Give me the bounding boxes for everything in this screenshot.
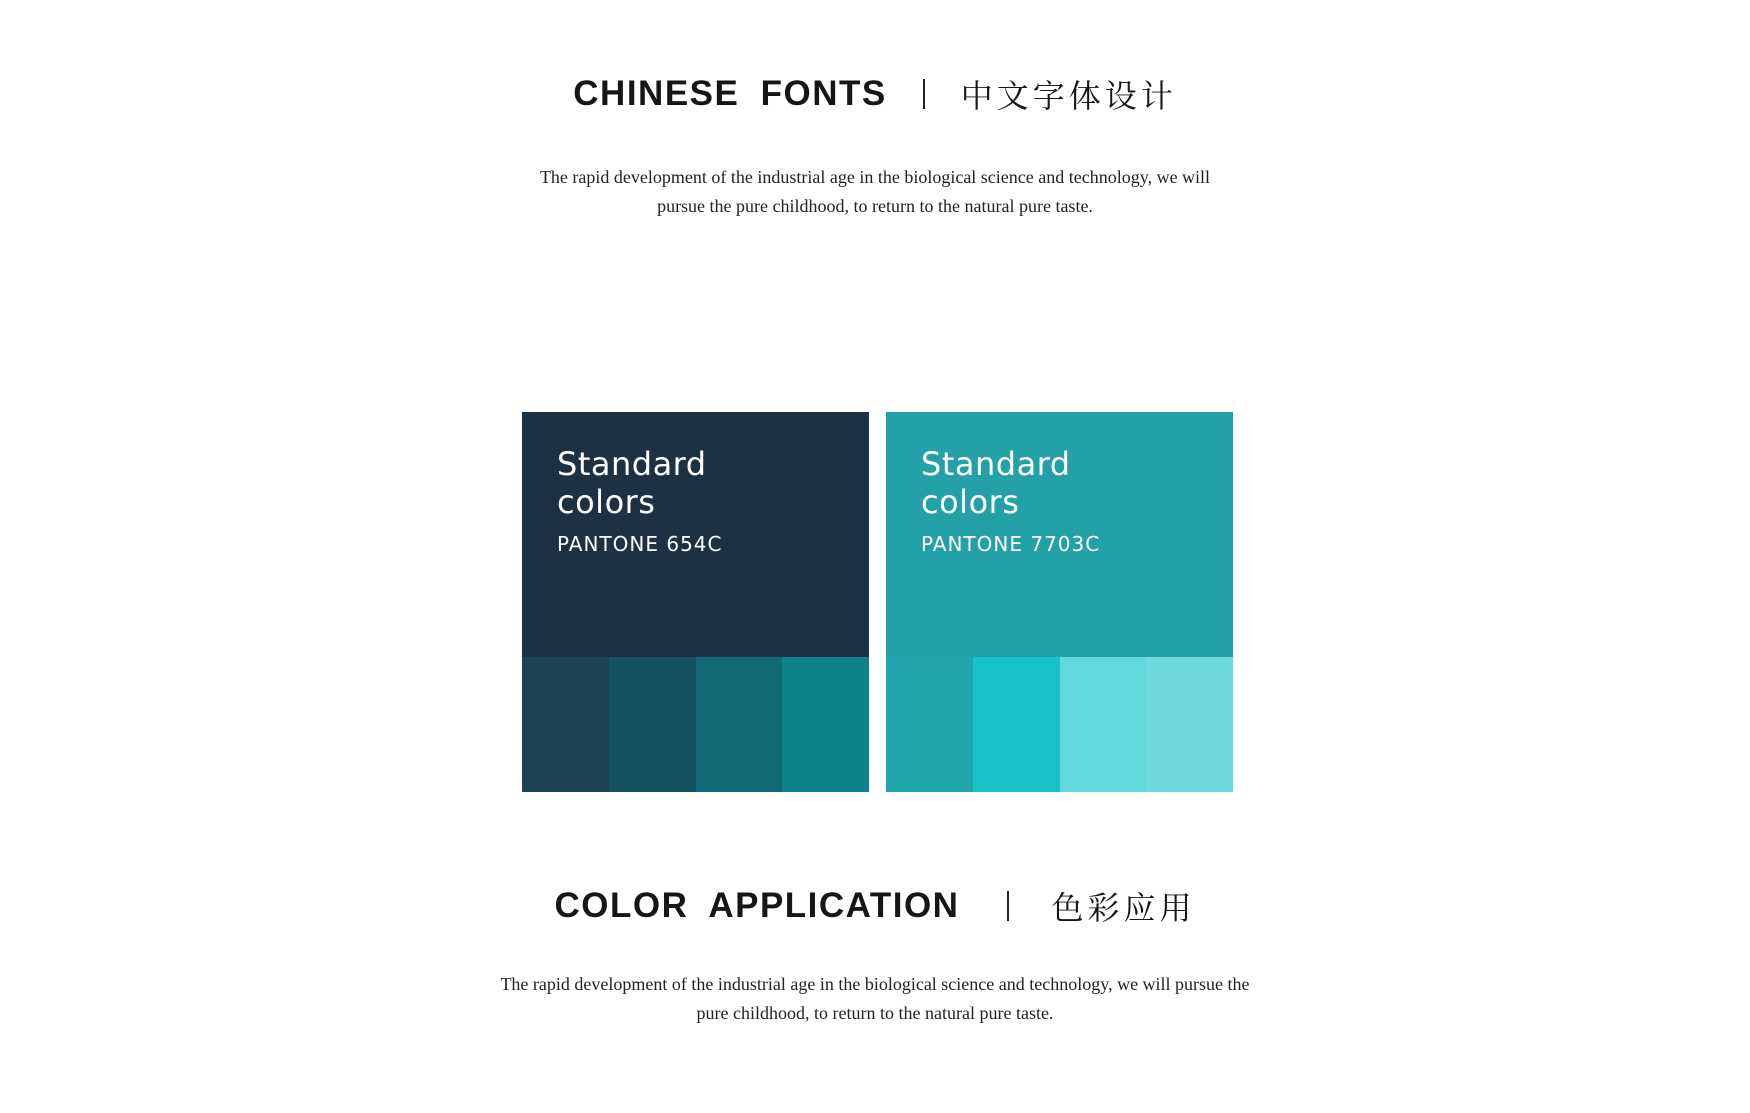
- heading-divider: [1007, 891, 1009, 921]
- heading-chinese: 中文字体设计: [960, 77, 1177, 115]
- description-line: pure childhood, to return to the natural pure taste.: [696, 1003, 1054, 1023]
- heading-chinese: 色彩应用: [1051, 889, 1196, 927]
- color-swatch: [522, 657, 609, 792]
- description-line: pursue the pure childhood, to return to the natural pure taste.: [657, 196, 1093, 216]
- section-description-color: [0, 970, 1750, 1028]
- card-title: Standard colors: [921, 445, 1071, 521]
- heading-english: CHINESE FONTS: [573, 74, 887, 113]
- heading-divider: [923, 79, 925, 109]
- color-swatch: [696, 657, 783, 792]
- color-card-secondary: [886, 412, 1233, 792]
- card-title: Standard colors: [557, 445, 707, 521]
- color-swatch: [782, 657, 869, 792]
- pantone-code: PANTONE 654C: [557, 532, 723, 556]
- section-description-fonts: [0, 163, 1750, 221]
- secondary-color-block: [886, 412, 1233, 657]
- swatch-row: [886, 657, 1233, 792]
- swatch-row: [522, 657, 869, 792]
- pantone-code: PANTONE 7703C: [921, 532, 1101, 556]
- color-card-primary: [522, 412, 869, 792]
- section-heading-color-application: [0, 878, 1750, 934]
- section-heading-chinese-fonts: [0, 68, 1750, 120]
- description-line: The rapid development of the industrial age in the biological science and technology, we will pursue the: [500, 974, 1250, 994]
- description-line: The rapid development of the industrial age in the biological science and technology, we will: [539, 167, 1211, 187]
- heading-english: COLOR APPLICATION: [554, 886, 960, 925]
- color-swatch: [886, 657, 973, 792]
- color-swatch: [973, 657, 1060, 792]
- color-swatch: [609, 657, 696, 792]
- color-swatch: [1060, 657, 1147, 792]
- color-swatch: [1146, 657, 1233, 792]
- primary-color-block: [522, 412, 869, 657]
